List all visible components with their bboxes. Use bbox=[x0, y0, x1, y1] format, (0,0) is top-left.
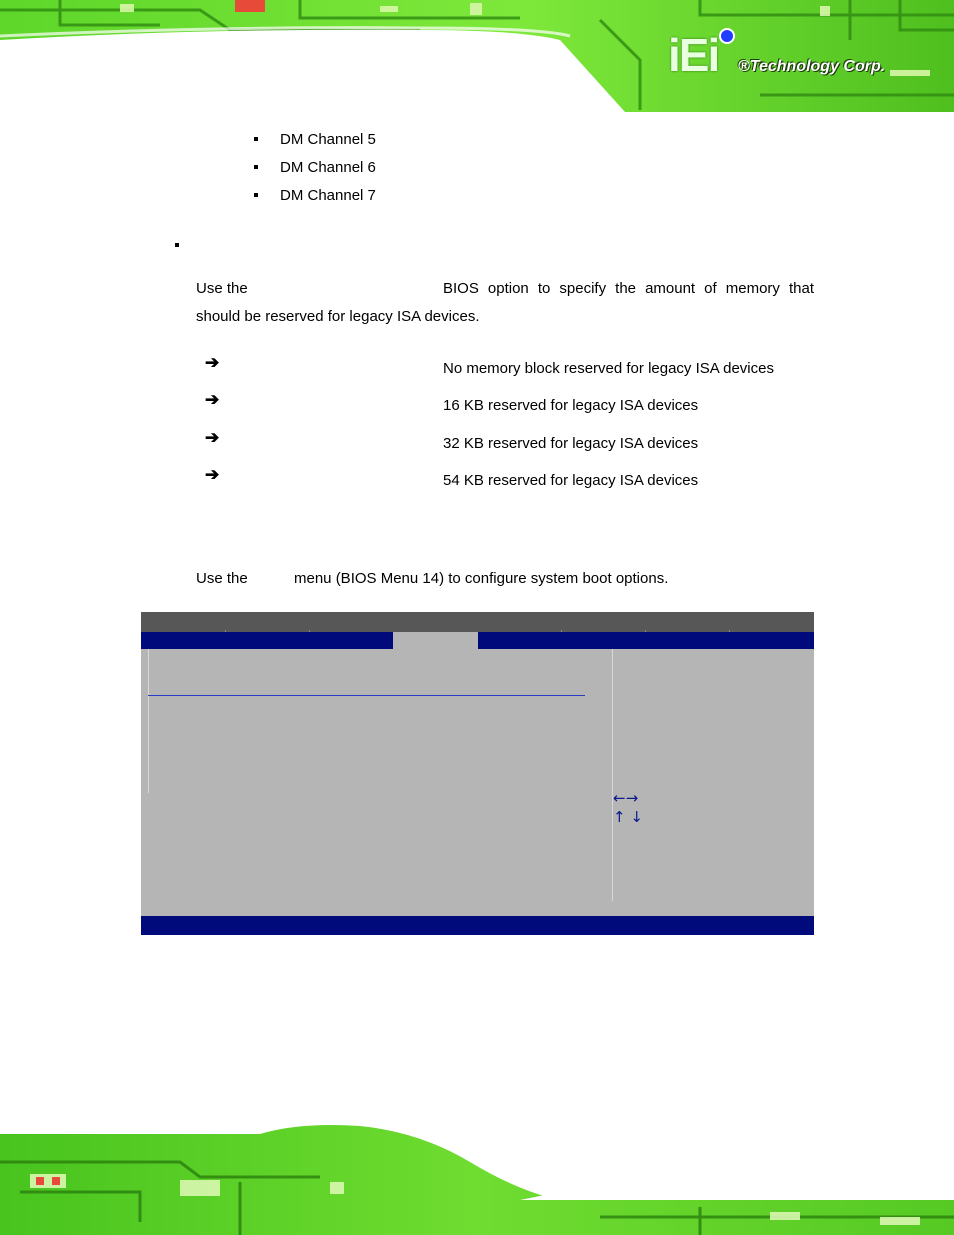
arrow-icon: ➔ bbox=[205, 353, 220, 372]
option-description: 32 KB reserved for legacy ISA devices bbox=[443, 435, 699, 452]
option-description: No memory block reserved for legacy ISA devices bbox=[443, 360, 774, 377]
bullet-icon bbox=[254, 137, 258, 141]
logo-text: ®Technology Corp. bbox=[738, 58, 886, 75]
bullet-icon bbox=[254, 193, 258, 197]
bios-help-divider bbox=[612, 649, 613, 901]
arrow-icon: ➔ bbox=[205, 428, 220, 447]
header-banner bbox=[0, 0, 954, 112]
bios-tab-bar-right bbox=[478, 632, 814, 649]
bios-left-border bbox=[148, 649, 149, 793]
bios-tab-bar-left bbox=[141, 632, 393, 649]
logo-mark: iEi bbox=[668, 29, 719, 81]
paragraph-line-2: should be reserved for legacy ISA devices. bbox=[196, 308, 480, 325]
list-item: DM Channel 5 bbox=[280, 131, 376, 148]
option-description: 16 KB reserved for legacy ISA devices bbox=[443, 397, 699, 414]
bullet-icon bbox=[254, 165, 258, 169]
circuit-board-footer-image bbox=[0, 1122, 954, 1235]
company-logo bbox=[664, 22, 934, 92]
bios-status-bar bbox=[141, 916, 814, 935]
list-item: DM Channel 6 bbox=[280, 159, 376, 176]
arrow-icon: ➔ bbox=[205, 465, 220, 484]
list-item: DM Channel 7 bbox=[280, 187, 376, 204]
bios-title-bar bbox=[141, 612, 814, 632]
logo-dot-icon bbox=[719, 28, 735, 44]
bios-tab-active bbox=[393, 632, 478, 649]
footer-banner bbox=[0, 1122, 954, 1235]
paragraph-text-end: BIOS option to specify the amount of memory that bbox=[443, 280, 814, 297]
arrow-icon: ➔ bbox=[205, 390, 220, 409]
paragraph-text-start: Use the bbox=[196, 280, 248, 297]
section-bullet-icon bbox=[175, 243, 179, 247]
option-description: 54 KB reserved for legacy ISA devices bbox=[443, 472, 699, 489]
paragraph-text-start: Use the bbox=[196, 570, 248, 587]
bios-section-underline bbox=[148, 695, 585, 696]
left-right-arrows-icon: ←→ bbox=[613, 789, 639, 807]
paragraph-text-end: menu (BIOS Menu 14) to configure system boot options. bbox=[294, 570, 669, 587]
bios-boot-menu-screenshot bbox=[141, 612, 814, 935]
up-down-arrows-icon: ↑ ↓ bbox=[613, 808, 643, 826]
